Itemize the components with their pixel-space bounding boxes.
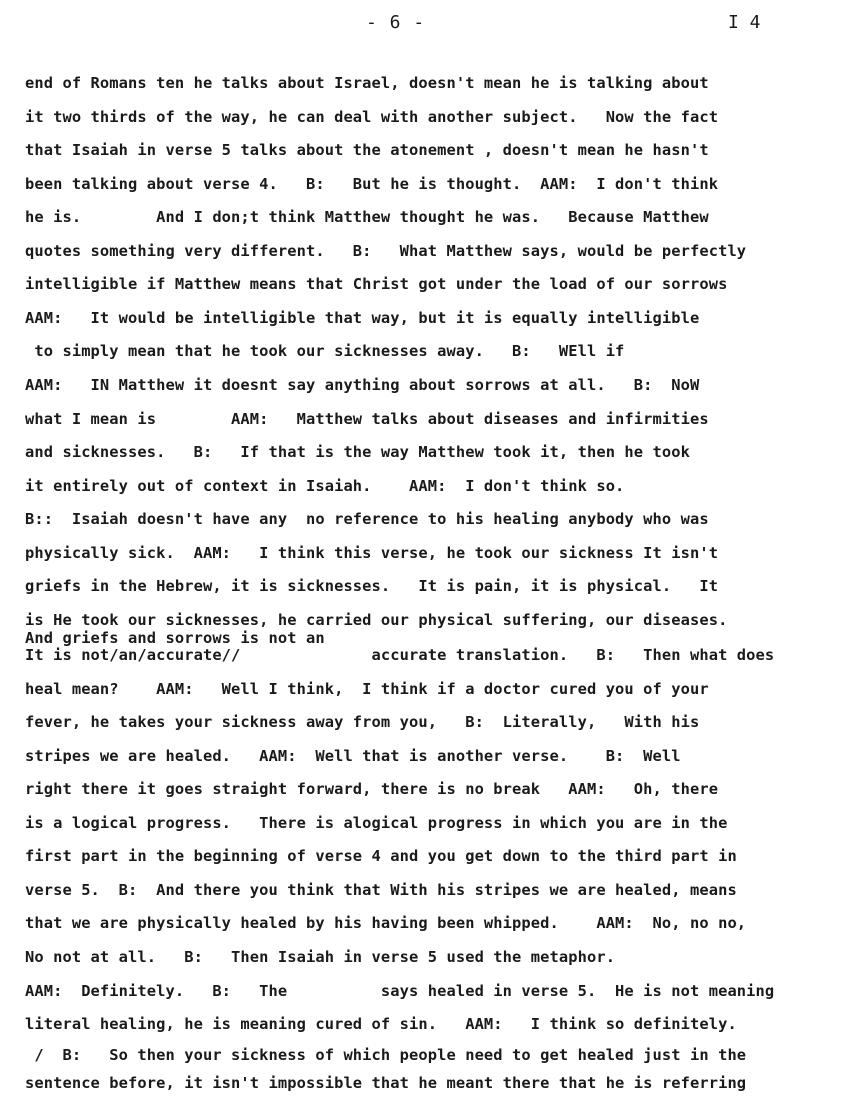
body-line: No not at all. B: Then Isaiah in verse 5 used the metaphor. xyxy=(25,948,616,966)
body-line: that Isaiah in verse 5 talks about the atonement , doesn't mean he hasn't xyxy=(25,141,709,159)
body-line: AAM: Definitely. B: The says healed in verse 5. He is not meaning xyxy=(25,982,775,1000)
body-line: first part in the beginning of verse 4 and you get down to the third part in xyxy=(25,847,737,865)
body-line: heal mean? AAM: Well I think, I think if a doctor cured you of your xyxy=(25,680,709,698)
body-line: right there it goes straight forward, there is no break AAM: Oh, there xyxy=(25,780,719,798)
body-line: quotes something very different. B: What Matthew says, would be perfectly xyxy=(25,242,747,260)
page-number: - 6 - xyxy=(366,12,426,33)
body-line: literal healing, he is meaning cured of sin. AAM: I think so definitely. xyxy=(25,1015,737,1033)
body-line: B:: Isaiah doesn't have any no reference to his healing anybody who was xyxy=(25,510,709,528)
body-line: AAM: It would be intelligible that way, but it is equally intelligible xyxy=(25,309,700,327)
body-line: intelligible if Matthew means that Christ got under the load of our sorrows xyxy=(25,275,728,293)
body-line: that we are physically healed by his having been whipped. AAM: No, no no, xyxy=(25,914,747,932)
body-line: what I mean is AAM: Matthew talks about diseases and infirmities xyxy=(25,410,709,428)
body-line: stripes we are healed. AAM: Well that is another verse. B: Well xyxy=(25,747,681,765)
body-line: he is. And I don;t think Matthew thought he was. Because Matthew xyxy=(25,208,709,226)
inserted-line: And griefs and sorrows is not an xyxy=(25,629,325,647)
body-line: verse 5. B: And there you think that With his stripes we are healed, means xyxy=(25,881,737,899)
body-line: griefs in the Hebrew, it is sicknesses. It is pain, it is physical. It xyxy=(25,577,719,595)
body-line: / B: So then your sickness of which people need to get healed just in the xyxy=(25,1046,747,1064)
body-line: it two thirds of the way, he can deal with another subject. Now the fact xyxy=(25,108,719,126)
body-line: been talking about verse 4. B: But he is thought. AAM: I don't think xyxy=(25,175,719,193)
body-line: sentence before, it isn't impossible that he meant there that he is referring xyxy=(25,1074,747,1092)
body-line: is He took our sicknesses, he carried our physical suffering, our diseases. xyxy=(25,611,728,629)
body-line: to simply mean that he took our sicknesses away. B: WEll if xyxy=(25,342,625,360)
body-line: is a logical progress. There is alogical progress in which you are in the xyxy=(25,814,728,832)
body-line: it entirely out of context in Isaiah. AAM: I don't think so. xyxy=(25,477,625,495)
struck-through-line: It is not/an/accurate// accurate translation. B: Then what does xyxy=(25,646,775,664)
body-line: and sicknesses. B: If that is the way Matthew took it, then he took xyxy=(25,443,690,461)
body-line: end of Romans ten he talks about Israel, doesn't mean he is talking about xyxy=(25,74,709,92)
page-code: I 4 xyxy=(728,12,761,33)
body-line: AAM: IN Matthew it doesnt say anything about sorrows at all. B: NoW xyxy=(25,376,700,394)
body-line: physically sick. AAM: I think this verse, he took our sickness It isn't xyxy=(25,544,719,562)
body-line: fever, he takes your sickness away from you, B: Literally, With his xyxy=(25,713,700,731)
